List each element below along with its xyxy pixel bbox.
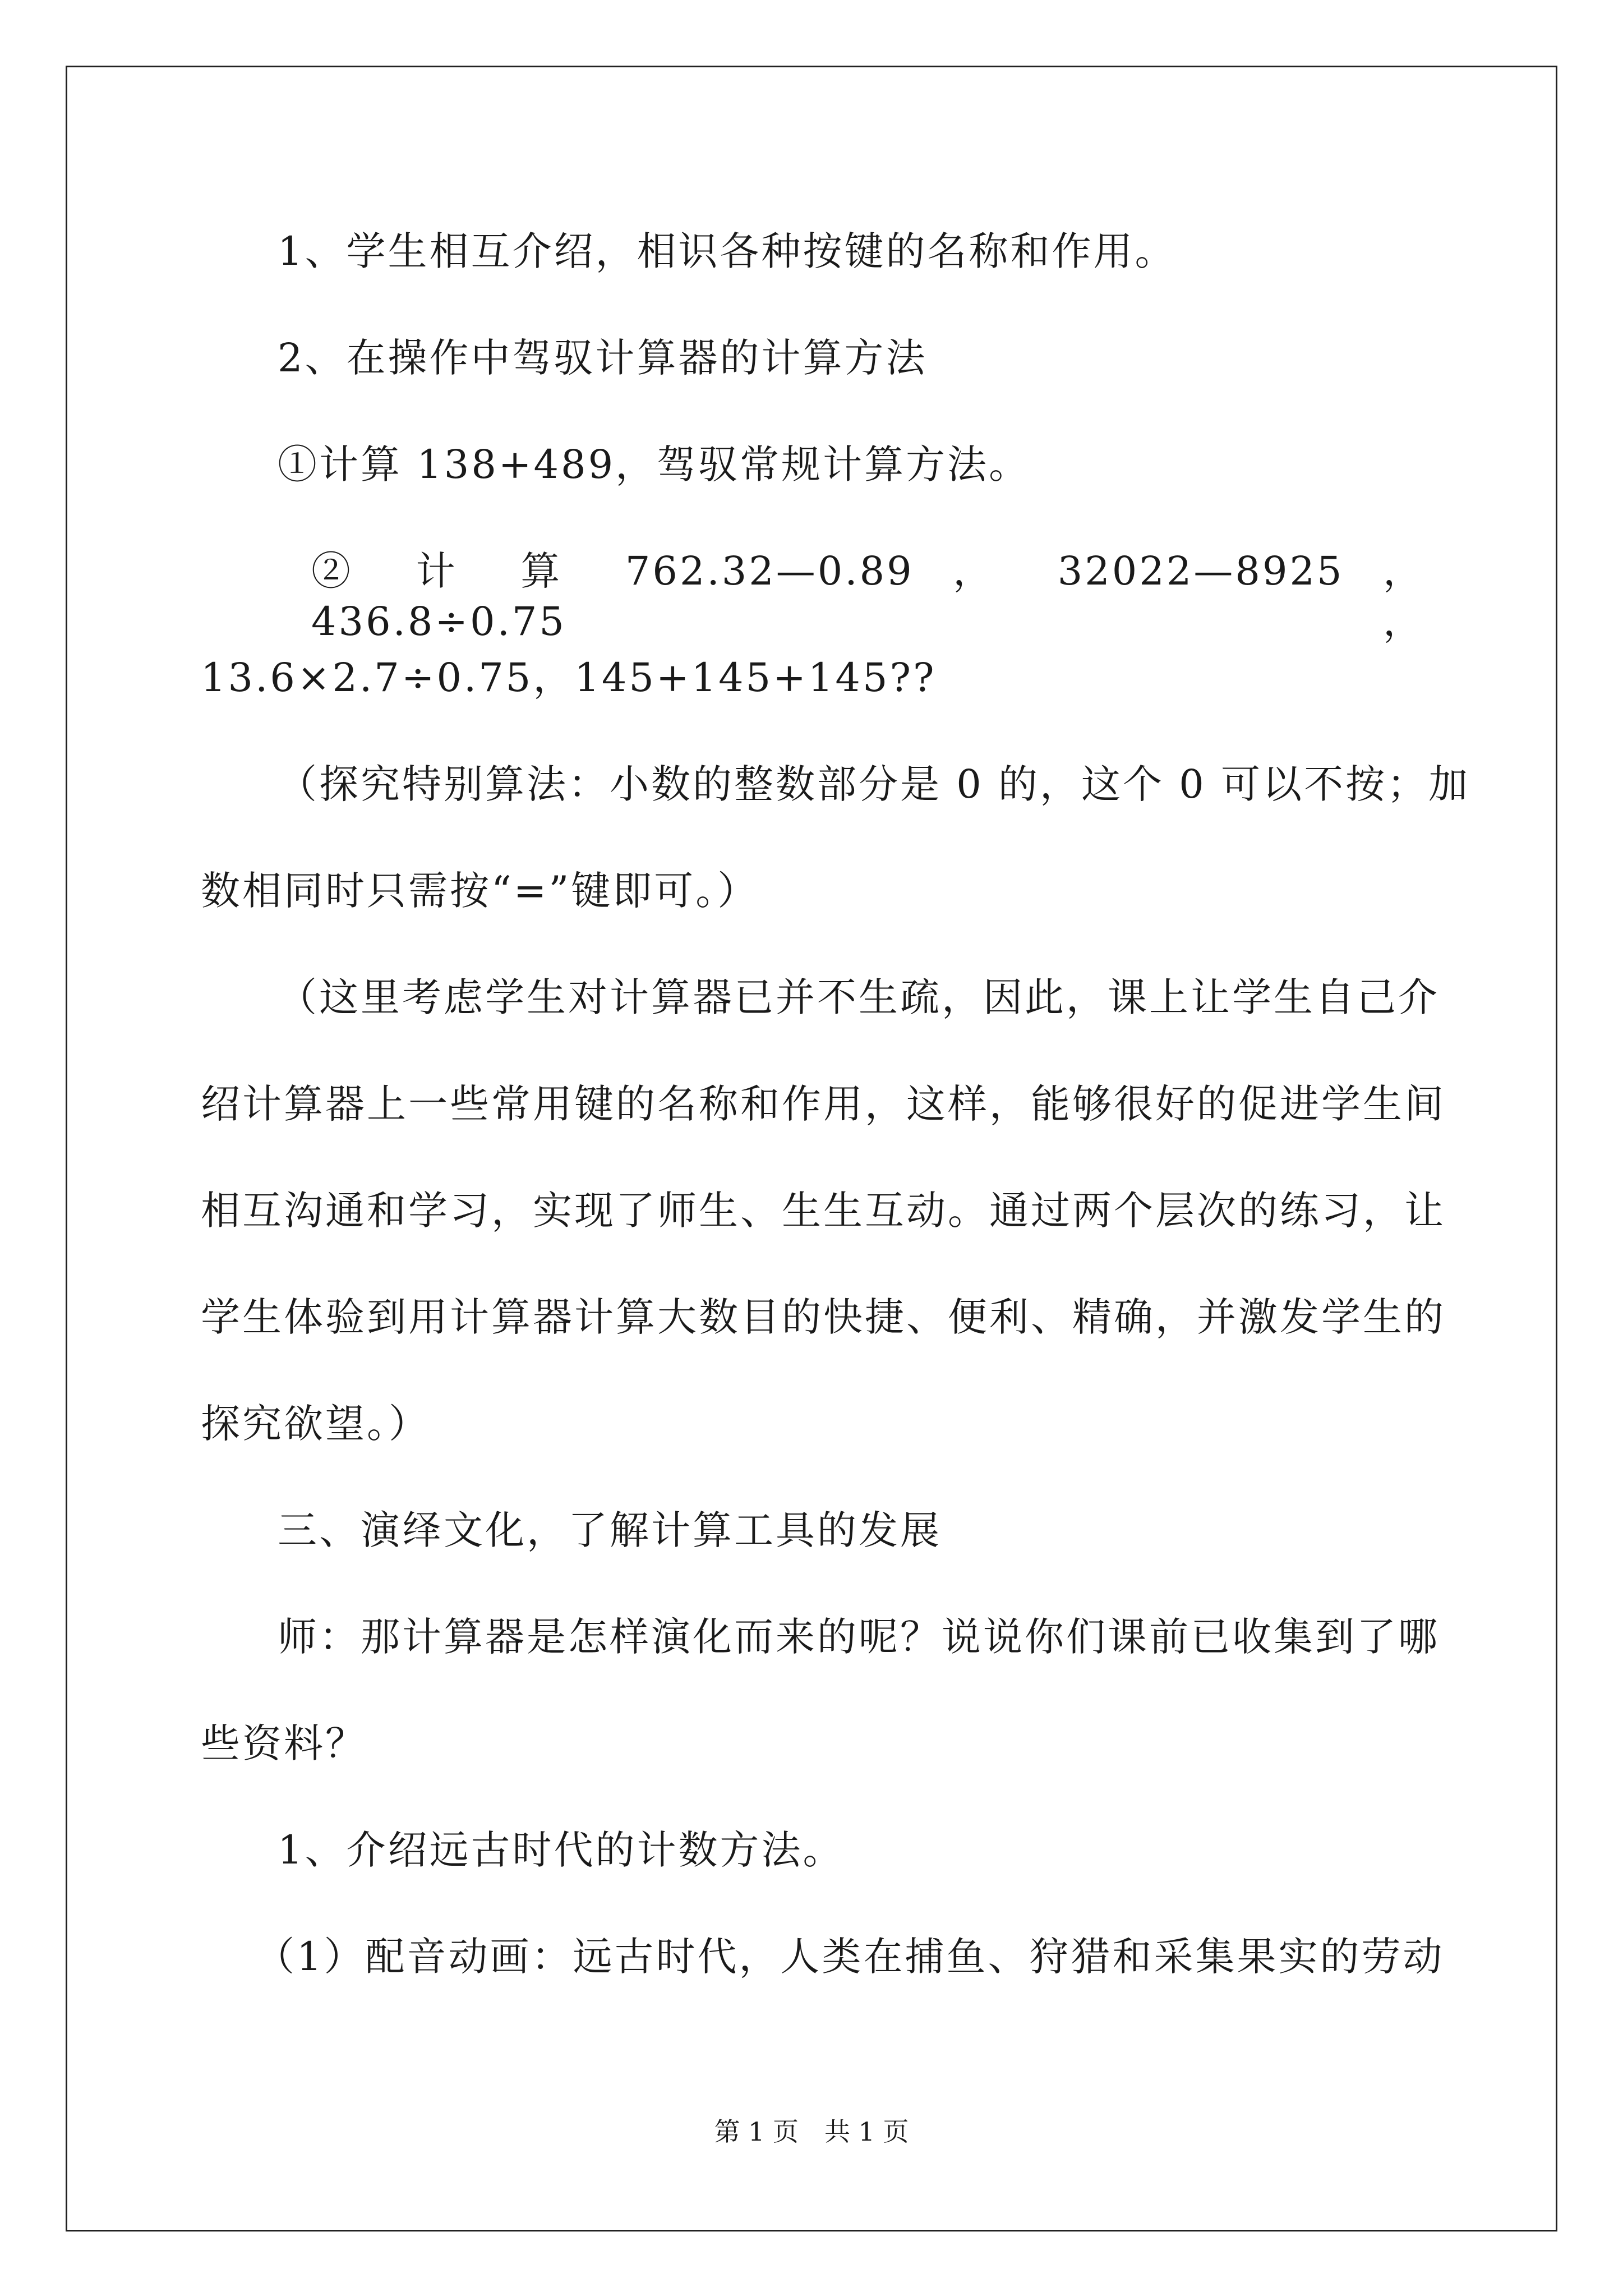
text-line-1: 1、学生相互介绍，相识各种按键的名称和作用。 (278, 228, 1177, 274)
text-line-4: ② 计 算 762.32—0.89 ， 32022—8925 ， 436.8÷0.75 ， (311, 548, 1424, 645)
text-line-5: 13.6×2.7÷0.75，145+145+145?? (201, 655, 937, 701)
text-line-2: 2、在操作中驾驭计算器的计算方法 (278, 335, 928, 381)
text-line-15: 些资料？ (201, 1720, 367, 1766)
page-footer: 第 1 页 共 1 页 (714, 2116, 909, 2147)
text-line-3: ①计算 138+489，驾驭常规计算方法。 (278, 441, 1031, 487)
text-line-6: （探究特别算法：小数的整数部分是 0 的，这个 0 可以不按；加 (278, 761, 1470, 807)
text-line-14: 师：那计算器是怎样演化而来的呢？说说你们课前已收集到了哪 (278, 1614, 1440, 1660)
page-border (66, 66, 1557, 2231)
text-line-16: 1、介绍远古时代的计数方法。 (278, 1827, 845, 1873)
text-line-11: 学生体验到用计算器计算大数目的快捷、便利、精确，并激发学生的 (201, 1294, 1446, 1340)
text-line-9: 绍计算器上一些常用键的名称和作用，这样，能够很好的促进学生间 (201, 1081, 1446, 1127)
text-line-10: 相互沟通和学习，实现了师生、生生互动。通过两个层次的练习，让 (201, 1188, 1446, 1234)
text-line-8: （这里考虑学生对计算器已并不生疏，因此，课上让学生自己介 (278, 974, 1440, 1020)
text-line-12: 探究欲望。） (201, 1401, 430, 1447)
section-heading: 三、演绎文化，了解计算工具的发展 (278, 1507, 942, 1553)
text-line-7: 数相同时只需按“=”键即可。） (201, 868, 759, 914)
text-line-17: （1）配音动画：远古时代，人类在捕鱼、狩猎和采集果实的劳动 (255, 1934, 1445, 1980)
